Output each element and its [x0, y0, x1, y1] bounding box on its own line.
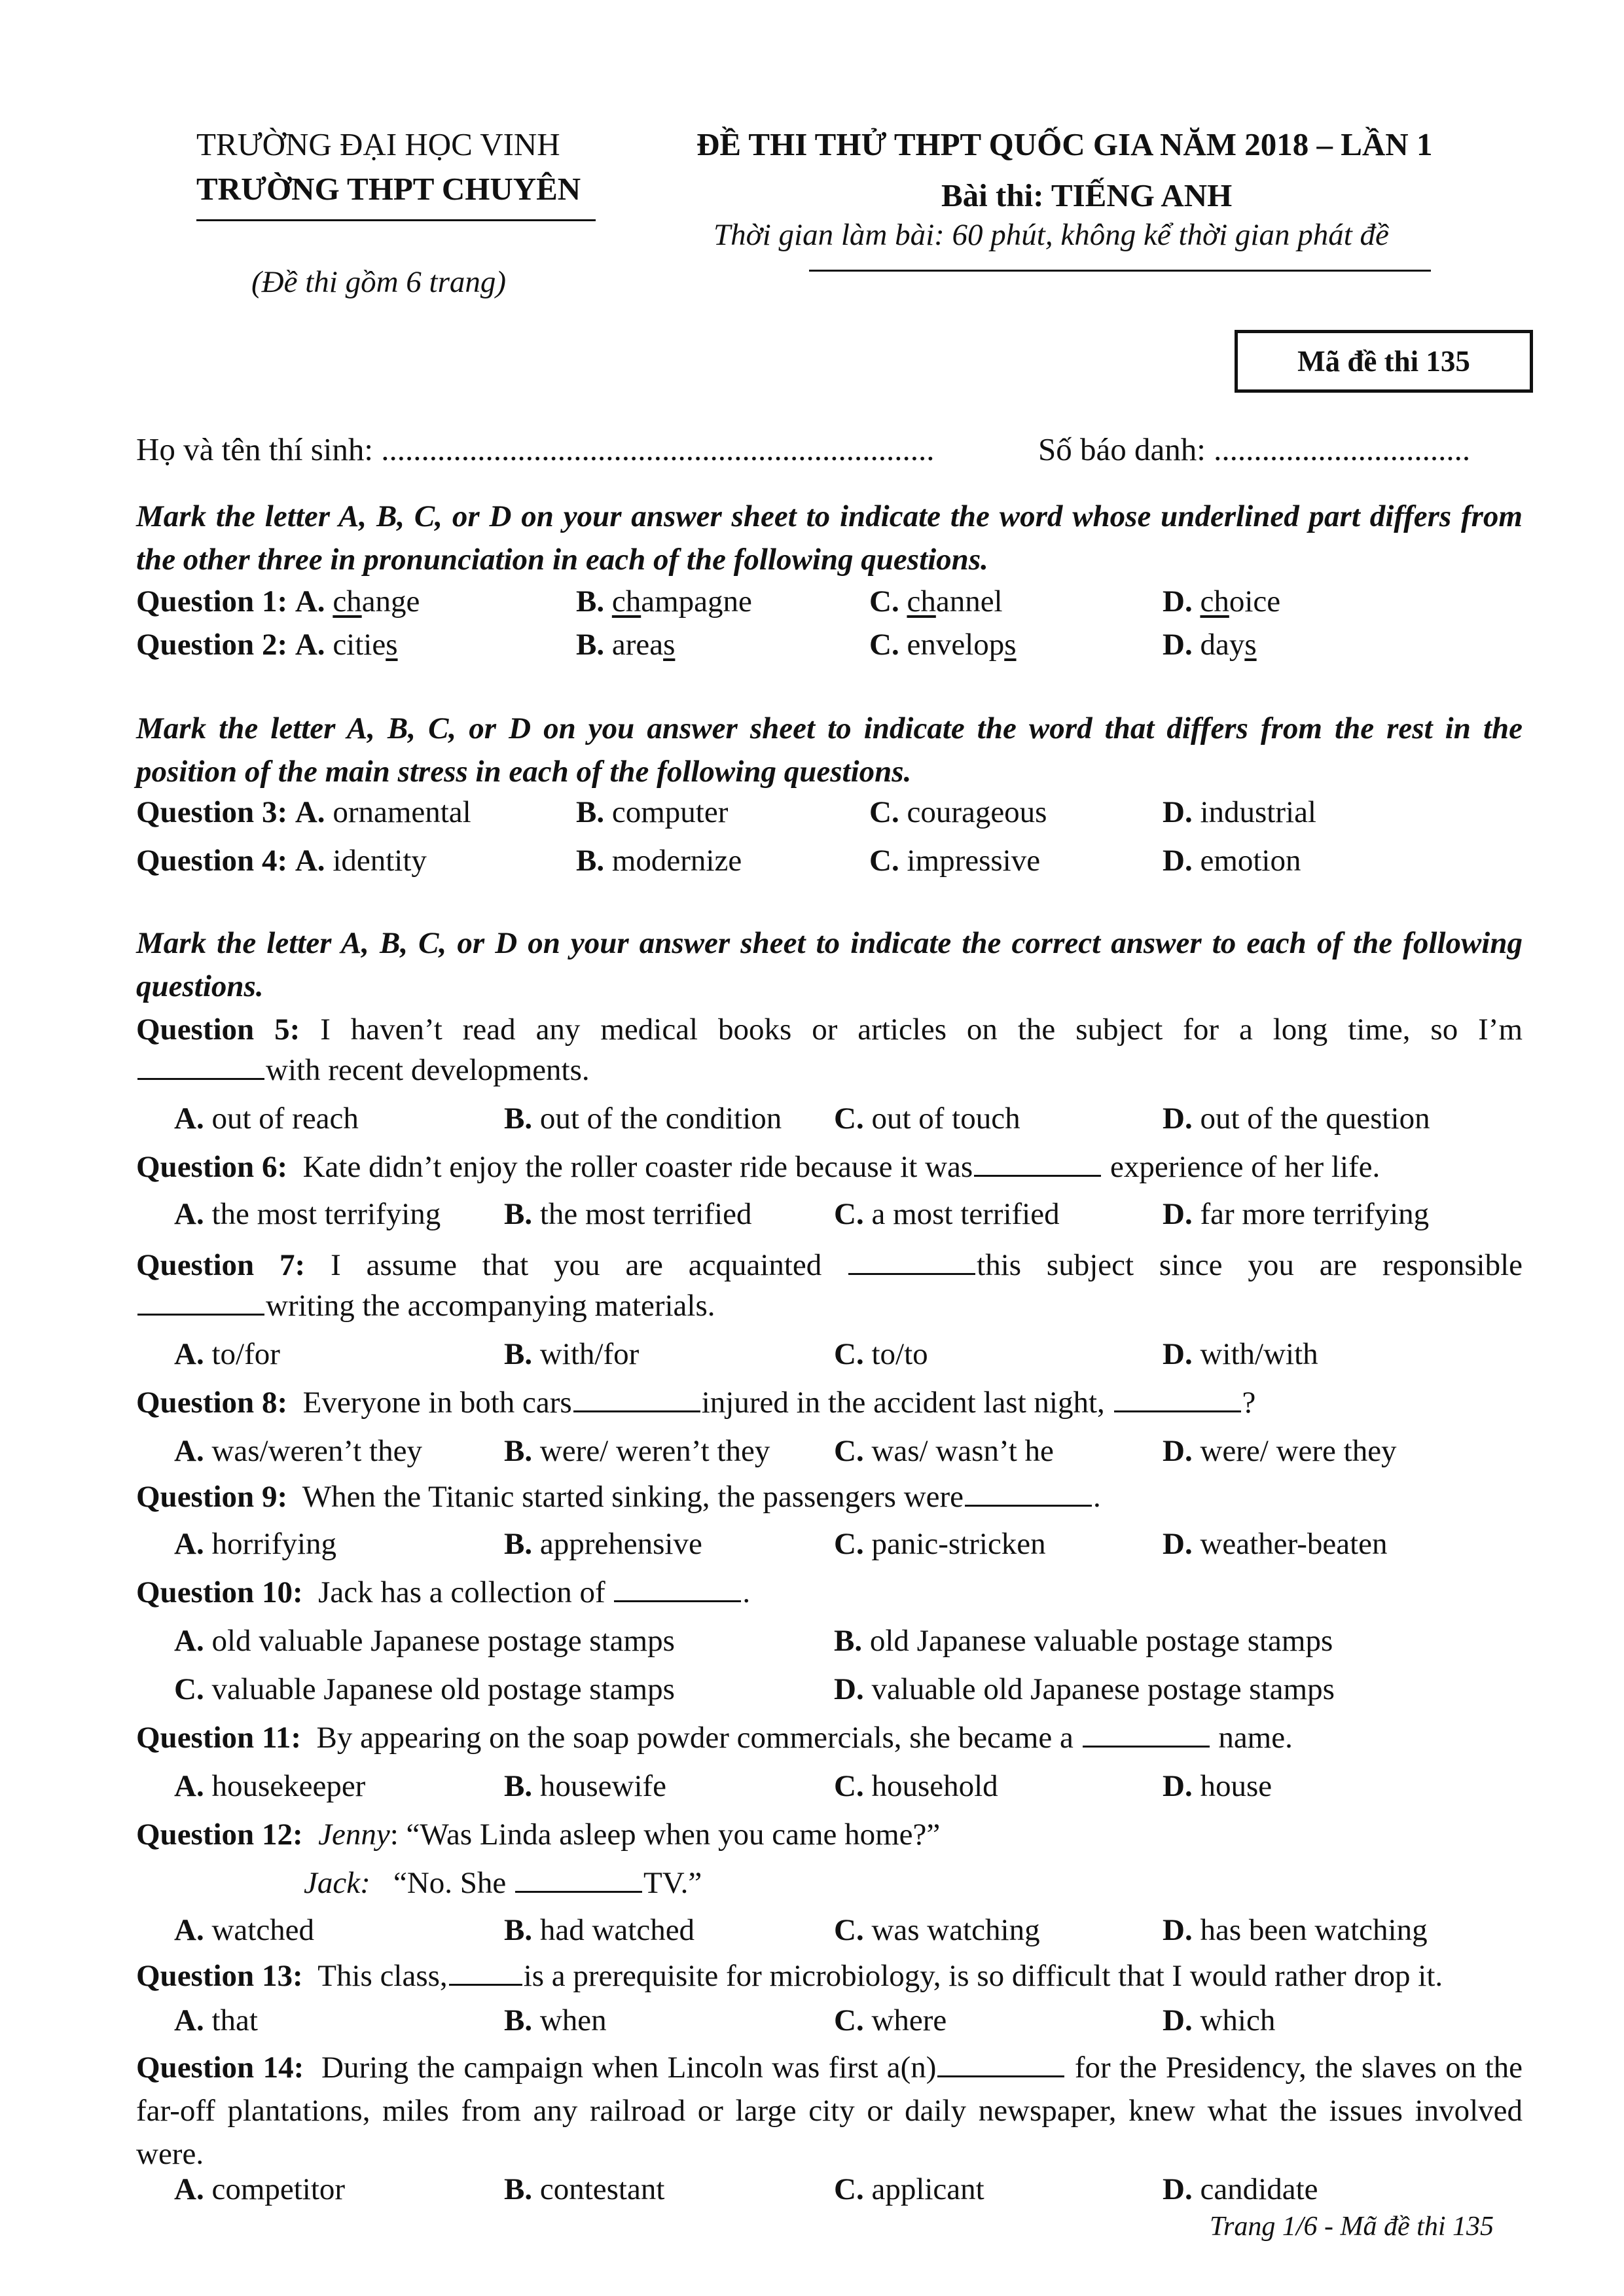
question-6-stem: Question 6: Kate didn’t enjoy the roller coaster ride because it was experience of her life. — [136, 1150, 1380, 1184]
question-11-stem: Question 11: By appearing on the soap powder commercials, she became a name. — [136, 1721, 1293, 1755]
question-2: Question 2: A. cities B. areas C. envelops D. days — [136, 628, 1257, 662]
question-9-options: A. horrifying B. apprehensive C. panic-stricken D. weather-beaten — [174, 1527, 1388, 1561]
question-12-stem: Question 12: Jenny: “Was Linda asleep when you came home?” — [136, 1818, 941, 1852]
answer-blank — [614, 1575, 741, 1602]
pages-note: (Đề thi gồm 6 trang) — [251, 265, 507, 299]
question-13-options: A. that B. when C. where D. which — [174, 2003, 1276, 2037]
question-1: Question 1: A. change B. champagne C. channel D. choice — [136, 584, 1281, 619]
exam-title: ĐỀ THI THỬ THPT QUỐC GIA NĂM 2018 – LẦN 1 — [696, 126, 1433, 162]
school-name: TRƯỜNG THPT CHUYÊN — [196, 171, 581, 207]
question-7-options: A. to/for B. with/for C. to/to D. with/with — [174, 1337, 1318, 1371]
page-footer: Trang 1/6 - Mã đề thi 135 — [1210, 2212, 1494, 2242]
question-10-stem: Question 10: Jack has a collection of . — [136, 1575, 751, 1609]
candidate-id-field: Số báo danh: ................................ — [1038, 431, 1471, 467]
question-label: Question 2: — [136, 628, 288, 662]
question-4: Question 4: A. identity B. modernize C. impressive D. emotion — [136, 844, 1301, 878]
university-name: TRƯỜNG ĐẠI HỌC VINH — [196, 126, 560, 162]
exam-duration: Thời gian làm bài: 60 phút, không kể thời gian phát đề — [713, 218, 1389, 252]
question-7-stem: Question 7: I assume that you are acquainted this subject since you are responsible — [136, 1248, 1523, 1282]
question-8-options: A. was/weren’t they B. were/ weren’t they C. was/ wasn’t he D. were/ were they — [174, 1434, 1397, 1468]
answer-blank — [937, 2051, 1064, 2077]
question-9-stem: Question 9: When the Titanic started sinking, the passengers were . — [136, 1480, 1101, 1514]
question-7-stem-line2: writing the accompanying materials. — [136, 1287, 715, 1325]
answer-blank — [515, 1866, 642, 1893]
answer-blank — [137, 1289, 264, 1316]
answer-blank — [573, 1386, 700, 1412]
answer-blank — [1114, 1386, 1241, 1412]
answer-blank — [848, 1248, 975, 1275]
question-13-stem: Question 13: This class, is a prerequisite for microbiology, is so difficult that I would rather drop it. — [136, 1959, 1443, 1993]
question-8-stem: Question 8: Everyone in both cars injured in the accident last night, ? — [136, 1386, 1256, 1420]
question-3: Question 3: A. ornamental B. computer C. courageous D. industrial — [136, 795, 1316, 829]
question-6-options: A. the most terrifying B. the most terrified C. a most terrified D. far more terrifying — [174, 1197, 1430, 1231]
answer-blank — [137, 1053, 264, 1080]
answer-blank — [449, 1959, 522, 1986]
question-10-options-row1: A. old valuable Japanese postage stamps B. old Japanese valuable postage stamps — [174, 1624, 1333, 1658]
underlined-part: ch — [333, 584, 362, 619]
header-left-rule — [196, 219, 596, 221]
question-14-stem: Question 14: During the campaign when Lincoln was first a(n) for the Presidency, the slaves on the far-off plantations, miles from any railroad or large city or daily newspaper, knew what the issues involved were. — [136, 2051, 1523, 2171]
question-5-options: A. out of reach B. out of the condition C. out of touch D. out of the question — [174, 1102, 1430, 1136]
question-11-options: A. housekeeper B. housewife C. household D. house — [174, 1769, 1272, 1803]
exam-code: Mã đề thi 135 — [1297, 344, 1470, 378]
exam-code-box — [1235, 330, 1533, 393]
instruction-correct-answer: Mark the letter A, B, C, or D on your answer sheet to indicate the correct answer to each of the following questions. — [136, 926, 1523, 1003]
instruction-pronunciation: Mark the letter A, B, C, or D on your answer sheet to indicate the word whose underlined part differs from the other three in pronunciation in each of the following questions. — [136, 499, 1523, 577]
question-5-stem-line2: with recent developments. — [136, 1051, 590, 1090]
answer-blank — [1083, 1721, 1210, 1748]
question-12-dialogue: Jack: “No. She TV.” — [304, 1866, 702, 1900]
header-right-rule — [809, 270, 1431, 272]
question-label: Question 1: — [136, 584, 288, 619]
answer-blank — [974, 1150, 1101, 1177]
answer-blank — [965, 1480, 1092, 1507]
question-12-options: A. watched B. had watched C. was watching D. has been watching — [174, 1913, 1428, 1947]
instruction-stress: Mark the letter A, B, C, or D on you answer sheet to indicate the word that differs from the rest in the position of the main stress in each of the following questions. — [136, 711, 1523, 789]
question-14-options: A. competitor B. contestant C. applicant D. candidate — [174, 2172, 1318, 2206]
candidate-name-field: Họ và tên thí sinh: ..................................................................... — [136, 431, 935, 467]
exam-subject: Bài thi: TIẾNG ANH — [941, 177, 1233, 213]
question-5-stem: Question 5: I haven’t read any medical books or articles on the subject for a long time, so I’m — [136, 1013, 1523, 1047]
question-10-options-row2: C. valuable Japanese old postage stamps D. valuable old Japanese postage stamps — [174, 1672, 1335, 1706]
